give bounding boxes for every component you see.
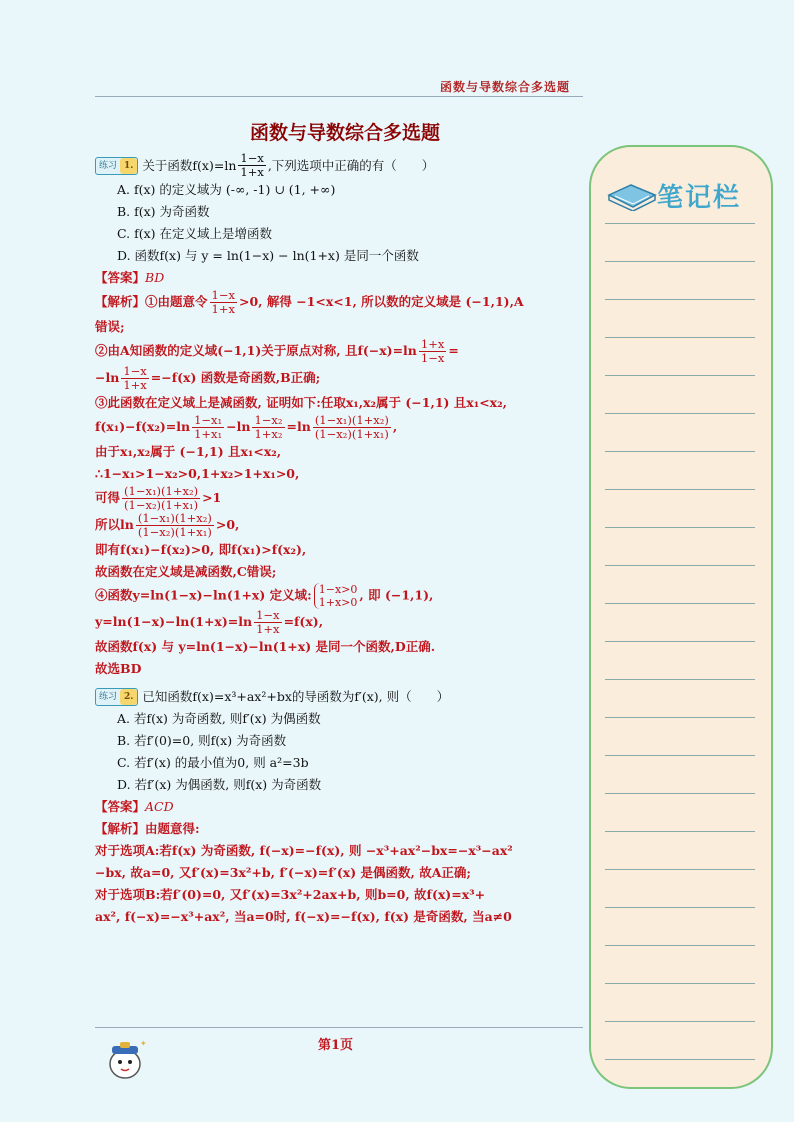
note-line — [605, 641, 755, 642]
note-line — [605, 945, 755, 946]
mascot-icon — [100, 1034, 150, 1084]
header-title: 函数与导数综合多选题 — [440, 80, 571, 94]
footer-divider — [95, 1027, 583, 1028]
note-line — [605, 603, 755, 604]
note-line — [605, 1021, 755, 1022]
exercise-badge: 练习 2. — [95, 688, 138, 706]
q2-option-c: C. 若f′(x) 的最小值为0, 则 a²=3b — [117, 755, 309, 770]
exercise-badge: 练习 1. — [95, 157, 138, 175]
q2-analysis: 【解析】由题意得: 对于选项A:若f(x) 为奇函数, f(−x)=−f(x), 则 −x³+ax²−bx=−x³−ax² −bx, 故a=0, 又f′(x)=3x²+b, f′(−x)=f′(x) 是偶函数, 故A正确; 对于选项B:若f′(0)=0, 又f′(x)=3x²+2ax+b, 则b=0, 故f(x)=x³+ ax², f(−x)=−x³+ax², 当a=0时, f(−x)=−f(x), f(x) 是奇函数, 当a≠0 — [95, 821, 513, 924]
note-line — [605, 1059, 755, 1060]
q1-option-a: A. f(x) 的定义域为 (-∞, -1) ∪ (1, +∞) — [117, 182, 336, 197]
note-line — [605, 223, 755, 224]
page-title: 函数与导数综合多选题 — [249, 122, 440, 144]
header-divider — [95, 96, 583, 97]
q1-analysis: 【解析】①由题意令 $\frac{1-x}{1+x}$ >0, 解得 −1<x<1, 所以数的定义域是 (−1,1),A 错误; ②由A知函数的定义域(−1,1)关于原点对称, 且f(−x)=ln $\frac{1+x}{1-x}$ = −ln $\frac{1-x}{1+x}$ =−f(x) 函数是奇函数,B正确; ③此函数在定义域上是减函数, 证明如下:任取x₁,x₂属于 (−1,1) 且x₁<x₂, f(x₁)−f(x₂)=ln $\frac{\text{1−x₁}}{\text{1+x₁}}$ −ln $\frac{\text{1−x₂}}{\text{1+x₂}}$ =ln $\frac{\text{(1−x₁)(1+x₂)}}{\text{(1−x₂)(1+x₁)}}$ , 由于x₁,x₂属于 (−1,1) 且x₁<x₂, ∴1−x₁>1−x₂>0,1+x₂>1+x₁>0, 可得 $\frac{\text{(1−x₁)(1+x₂)}}{\text{(1−x₂)(1+x₁)}}$ >1 所以ln $\frac{\text{(1−x₁)(1+x₂)}}{\text{(1−x₂)(1+x₁)}}$ >0, 即有f(x₁)−f(x₂)>0, 即f(x₁)>f(x₂), 故函数在定义域是减函数,C错误; ④函数y=ln(1−x)−ln(1+x) 定义域: 1−x>0 1+x>0 , 即 (−1,1), y=ln(1−x)−ln(1+x)=ln $\frac{1-x}{1+x}$ =f(x), 故函数f(x) 与 y=ln(1−x)−ln(1+x) 是同一个函数,D正确. 故选BD — [95, 288, 524, 676]
q1-answer: 【答案】BD — [95, 270, 165, 285]
note-line — [605, 755, 755, 756]
q2-answer: 【答案】ACD — [95, 799, 174, 814]
note-line — [605, 565, 755, 566]
note-line — [605, 413, 755, 414]
note-line — [605, 793, 755, 794]
note-line — [605, 869, 755, 870]
content-area — [95, 150, 587, 928]
question-1-stem: 练习 1. 关于函数f(x)=ln $\frac{1-x}{1+x}$ ,下列选项中正确的有（ ） — [95, 152, 587, 179]
note-line — [605, 717, 755, 718]
question-2-stem: 练习 2. 已知函数f(x)=x³+ax²+bx的导函数为f′(x), 则（ ） — [95, 686, 587, 708]
note-line — [605, 489, 755, 490]
note-line — [605, 451, 755, 452]
q1-option-c: C. f(x) 在定义域上是增函数 — [117, 226, 272, 241]
q1-option-b: B. f(x) 为奇函数 — [117, 204, 210, 219]
note-line — [605, 261, 755, 262]
note-line — [605, 527, 755, 528]
q2-option-a: A. 若f(x) 为奇函数, 则f′(x) 为偶函数 — [117, 711, 321, 726]
note-line — [605, 907, 755, 908]
note-line — [605, 337, 755, 338]
page-number: 第1页 — [318, 1038, 354, 1053]
q2-option-d: D. 若f′(x) 为偶函数, 则f(x) 为奇函数 — [117, 777, 322, 792]
q1-option-d: D. 函数f(x) 与 y = ln(1−x) − ln(1+x) 是同一个函数 — [117, 248, 419, 263]
note-line — [605, 299, 755, 300]
q2-option-b: B. 若f′(0)=0, 则f(x) 为奇函数 — [117, 733, 287, 748]
book-icon — [607, 181, 657, 211]
note-line — [605, 375, 755, 376]
note-line — [605, 983, 755, 984]
notes-title: 笔记栏 — [657, 183, 742, 213]
note-line — [605, 831, 755, 832]
note-line — [605, 679, 755, 680]
svg-text:✦: ✦ — [140, 1039, 147, 1048]
notes-panel — [589, 145, 773, 1089]
notes-header — [607, 177, 741, 214]
